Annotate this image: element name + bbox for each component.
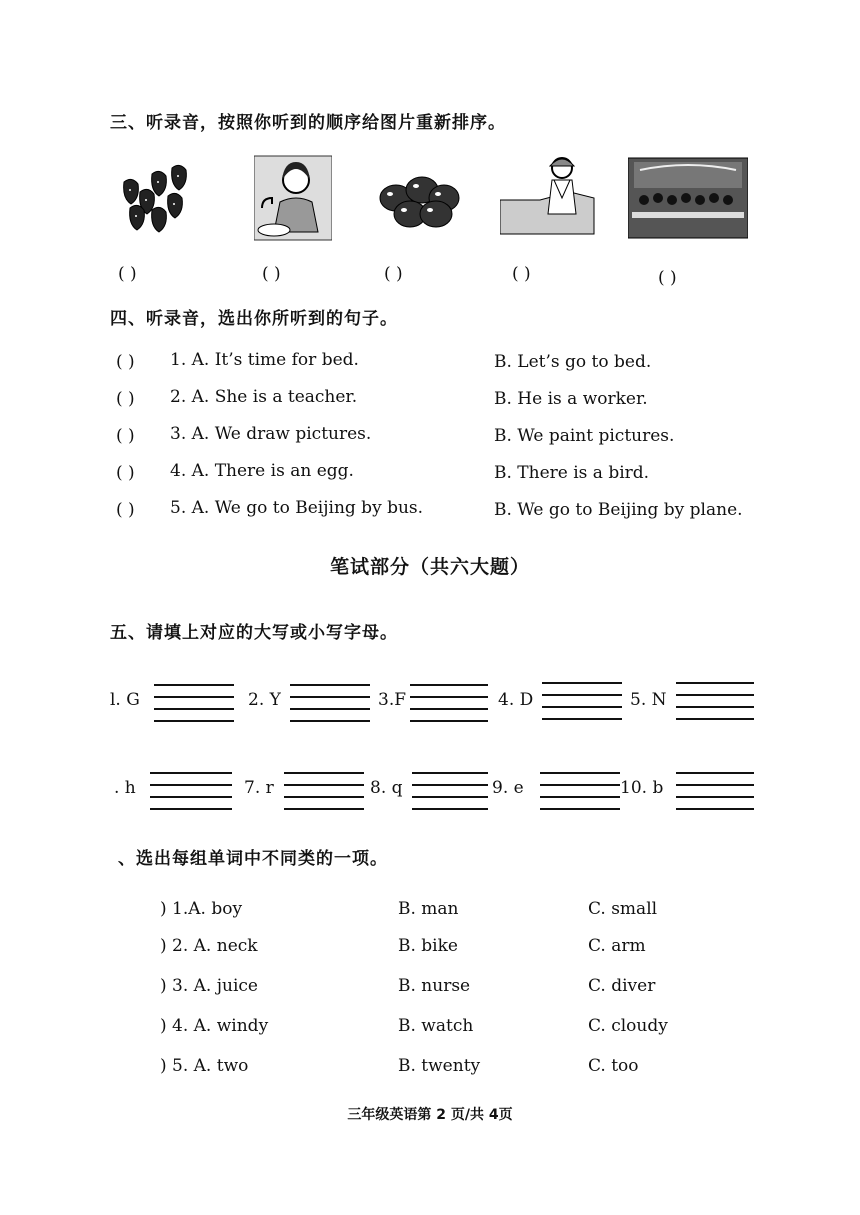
q4-option-b-5: B. We go to Beijing by plane. <box>494 500 743 520</box>
q6-option-a-1: ) 1.A. boy <box>160 899 243 919</box>
writing-lines-8[interactable] <box>412 772 488 812</box>
q6-option-b-1: B. man <box>398 899 459 919</box>
letter-label-8: 8. q <box>370 778 403 798</box>
tomatoes-picture <box>374 152 462 244</box>
q6-option-c-5: C. too <box>588 1056 639 1076</box>
picture-answer-2[interactable]: ( ) <box>262 264 281 284</box>
letter-label-3: 3.F <box>378 690 407 710</box>
writing-lines-5[interactable] <box>676 682 754 722</box>
letter-label-5: 5. N <box>630 690 667 710</box>
q6-option-b-5: B. twenty <box>398 1056 481 1076</box>
letter-label-6: . h <box>114 778 136 798</box>
writing-lines-6[interactable] <box>150 772 232 812</box>
picture-answer-5[interactable]: ( ) <box>658 268 677 288</box>
q4-option-a-5: 5. A. We go to Beijing by bus. <box>170 498 424 518</box>
q4-option-b-1: B. Let’s go to bed. <box>494 352 652 372</box>
written-part-title: 笔试部分（共六大题） <box>329 556 530 578</box>
q4-option-a-1: 1. A. It’s time for bed. <box>170 350 359 370</box>
q6-option-c-3: C. diver <box>588 976 656 996</box>
writing-lines-10[interactable] <box>676 772 754 812</box>
picture-answer-3[interactable]: ( ) <box>384 264 403 284</box>
picture-answer-4[interactable]: ( ) <box>512 264 531 284</box>
letter-label-9: 9. e <box>492 778 524 798</box>
q4-option-a-2: 2. A. She is a teacher. <box>170 387 358 407</box>
q4-option-b-3: B. We paint pictures. <box>494 426 675 446</box>
q4-answer-2[interactable]: ( ) <box>116 389 135 409</box>
q6-option-c-2: C. arm <box>588 936 646 956</box>
section6-title: 、选出每组单词中不同类的一项。 <box>118 849 388 869</box>
writing-lines-2[interactable] <box>290 684 370 724</box>
writing-lines-4[interactable] <box>542 682 622 722</box>
letter-label-1: l. G <box>110 690 140 710</box>
girl-washing-hands-picture <box>254 152 332 244</box>
q6-option-a-2: ) 2. A. neck <box>160 936 258 956</box>
q4-answer-1[interactable]: ( ) <box>116 352 135 372</box>
section5-title: 五、请填上对应的大写或小写字母。 <box>110 623 398 643</box>
letter-label-4: 4. D <box>498 690 534 710</box>
q6-option-c-1: C. small <box>588 899 658 919</box>
q4-answer-5[interactable]: ( ) <box>116 500 135 520</box>
section3-title: 三、听录音，按照你听到的顺序给图片重新排序。 <box>110 113 506 133</box>
q6-option-c-4: C. cloudy <box>588 1016 668 1036</box>
q4-answer-3[interactable]: ( ) <box>116 426 135 446</box>
picture-answer-1[interactable]: ( ) <box>118 264 137 284</box>
section4-title: 四、听录音，选出你所听到的句子。 <box>110 309 398 329</box>
classroom-scene-picture <box>628 152 748 244</box>
letter-label-10: 10. b <box>620 778 664 798</box>
writing-lines-9[interactable] <box>540 772 620 812</box>
q4-option-b-4: B. There is a bird. <box>494 463 650 483</box>
writing-lines-3[interactable] <box>410 684 488 724</box>
letter-label-2: 2. Y <box>248 690 281 710</box>
letter-label-7: 7. r <box>244 778 274 798</box>
page-footer: 三年级英语第 2 页/共 4页 <box>347 1107 513 1123</box>
strawberries-picture <box>110 152 202 244</box>
q6-option-b-4: B. watch <box>398 1016 474 1036</box>
q6-option-b-3: B. nurse <box>398 976 471 996</box>
writing-lines-7[interactable] <box>284 772 364 812</box>
q6-option-a-3: ) 3. A. juice <box>160 976 258 996</box>
worker-woman-picture <box>500 152 596 244</box>
q6-option-a-4: ) 4. A. windy <box>160 1016 269 1036</box>
q4-option-a-4: 4. A. There is an egg. <box>170 461 354 481</box>
q4-option-a-3: 3. A. We draw pictures. <box>170 424 372 444</box>
q4-option-b-2: B. He is a worker. <box>494 389 648 409</box>
writing-lines-1[interactable] <box>154 684 234 724</box>
q4-answer-4[interactable]: ( ) <box>116 463 135 483</box>
q6-option-a-5: ) 5. A. two <box>160 1056 249 1076</box>
q6-option-b-2: B. bike <box>398 936 458 956</box>
